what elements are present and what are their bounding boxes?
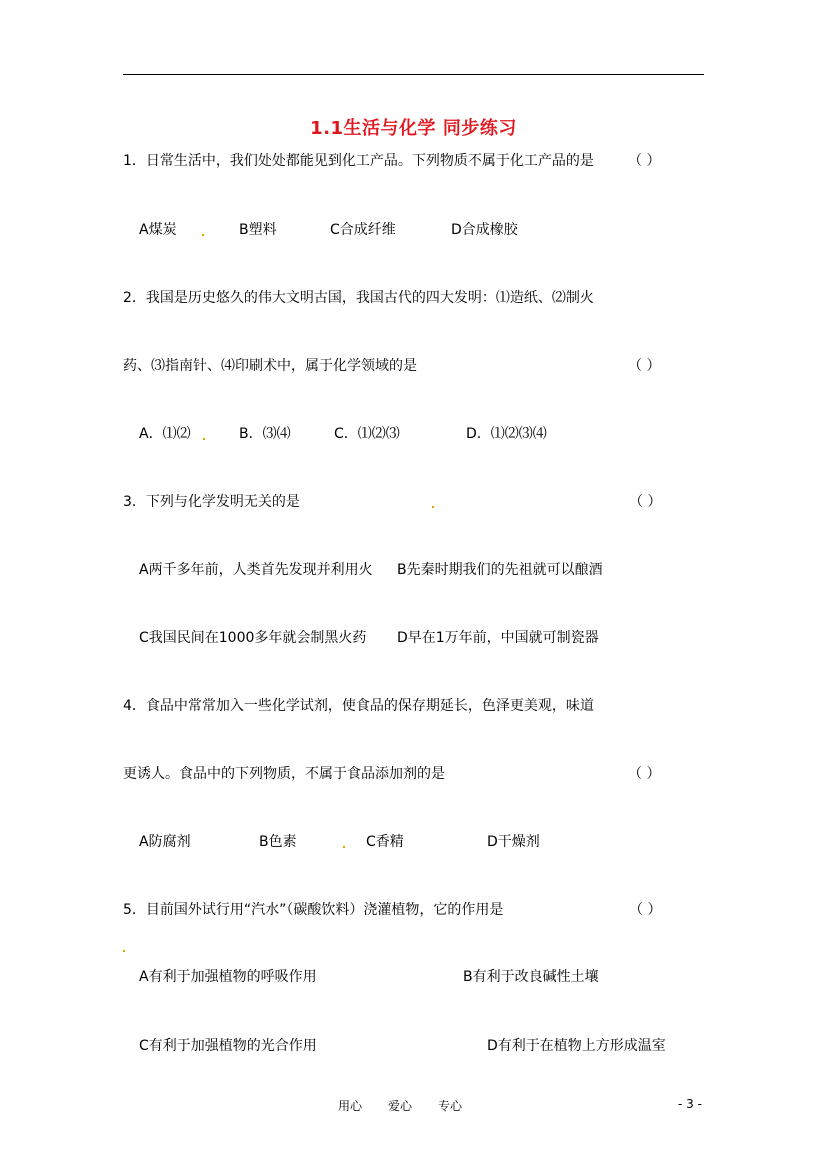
question-3-text: 3．下列与化学发明无关的是 <box>123 494 300 510</box>
question-3-option-b: B先秦时期我们的先祖就可以酿酒 <box>397 562 603 578</box>
question-1-text: 1．日常生活中，我们处处都能见到化工产品。下列物质不属于化工产品的是 <box>123 153 594 169</box>
question-3-option-c: C我国民间在1000多年就会制黑火药 <box>139 630 367 646</box>
footer-item-aixin: 爱心 <box>388 1099 413 1113</box>
question-1-answer-paren: （ ） <box>628 153 661 169</box>
page-title: 1.1生活与化学 同步练习 <box>310 118 517 139</box>
question-4-option-a: A防腐剂 <box>139 834 191 850</box>
ink-speck <box>343 846 345 848</box>
question-1-option-d: D合成橡胶 <box>451 222 518 238</box>
ink-speck <box>432 506 434 508</box>
question-3-answer-paren: （ ） <box>629 494 662 510</box>
question-4-text-line2: 更诱人。食品中的下列物质，不属于食品添加剂的是 <box>123 766 445 782</box>
question-4-answer-paren: （ ） <box>628 766 661 782</box>
question-4-option-d: D干燥剂 <box>487 834 540 850</box>
question-4-option-c: C香精 <box>366 834 404 850</box>
footer-item-yongxin: 用心 <box>338 1099 363 1113</box>
question-5-option-c: C有利于加强植物的光合作用 <box>139 1038 317 1054</box>
ink-speck <box>203 438 205 440</box>
question-2-text-line1: 2．我国是历史悠久的伟大文明古国，我国古代的四大发明：⑴造纸、⑵制火 <box>123 290 594 306</box>
question-3-option-a: A两千多年前，人类首先发现并利用火 <box>139 562 373 578</box>
question-2-option-b: B．⑶⑷ <box>239 426 291 442</box>
ink-speck <box>202 234 204 236</box>
question-5-answer-paren: （ ） <box>629 902 662 918</box>
question-5-option-d: D有利于在植物上方形成温室 <box>487 1038 666 1054</box>
question-4-option-b: B色素 <box>259 834 297 850</box>
question-5-option-b: B有利于改良碱性土壤 <box>463 969 599 985</box>
question-2-option-d: D．⑴⑵⑶⑷ <box>466 426 547 442</box>
header-rule <box>123 74 704 75</box>
question-5-text: 5．目前国外试行用“汽水”（碳酸饮料）浇灌植物，它的作用是 <box>123 902 504 918</box>
question-3-option-d: D早在1万年前，中国就可制瓷器 <box>397 630 599 646</box>
page-number: - 3 - <box>678 1097 702 1111</box>
question-5-option-a: A有利于加强植物的呼吸作用 <box>139 969 317 985</box>
question-2-text-line2: 药、⑶指南针、⑷印刷术中，属于化学领域的是 <box>123 358 417 374</box>
question-1-option-b: B塑料 <box>239 222 277 238</box>
question-4-text-line1: 4．食品中常常加入一些化学试剂，使食品的保存期延长，色泽更美观，味道 <box>123 698 594 714</box>
question-1-option-a: A煤炭 <box>139 222 177 238</box>
question-1-option-c: C合成纤维 <box>330 222 396 238</box>
question-2-option-a: A．⑴⑵ <box>139 426 191 442</box>
question-2-answer-paren: （ ） <box>628 358 661 374</box>
question-2-option-c: C．⑴⑵⑶ <box>334 426 400 442</box>
ink-speck <box>123 950 125 952</box>
footer-item-zhuanxin: 专心 <box>438 1099 463 1113</box>
